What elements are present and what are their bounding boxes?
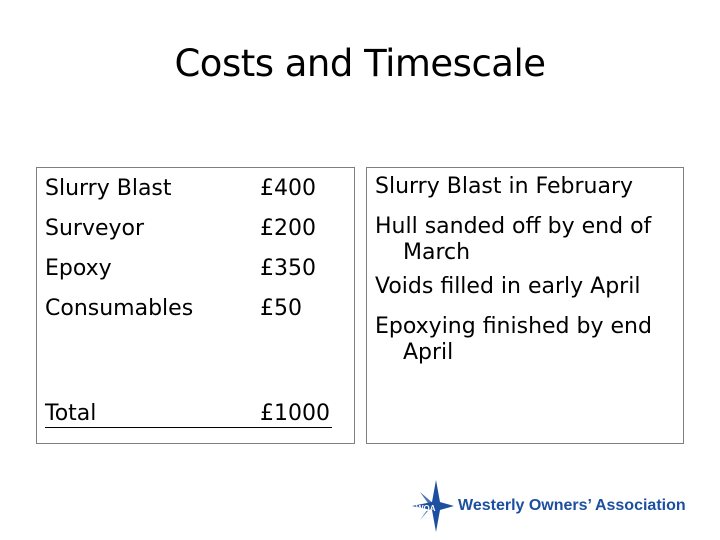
association-logo <box>408 478 708 534</box>
logo-text: Westerly Owners’ Association <box>458 497 686 514</box>
cost-value: £200 <box>260 216 316 241</box>
schedule-item: Voids filled in early April <box>375 274 641 299</box>
cost-label: Slurry Blast <box>45 176 172 201</box>
schedule-list <box>375 174 675 380</box>
total-label: Total <box>45 401 258 428</box>
cost-label: Consumables <box>45 296 194 321</box>
total-value: £1000 <box>260 401 330 426</box>
logo-mark-letters: WOA <box>416 504 436 513</box>
slide-title: Costs and Timescale <box>174 42 546 85</box>
schedule-item: Slurry Blast in February <box>375 174 634 199</box>
timescale-panel <box>366 167 684 444</box>
compass-star-icon <box>408 478 456 534</box>
schedule-item: Epoxying finished by end April <box>375 314 652 365</box>
schedule-item: Hull sanded off by end of March <box>375 214 652 265</box>
cost-label: Epoxy <box>45 256 112 281</box>
cost-value: £350 <box>260 256 316 281</box>
costs-panel <box>36 167 355 444</box>
cost-value: £400 <box>260 176 316 201</box>
cost-label: Surveyor <box>45 216 145 241</box>
cost-value: £50 <box>260 296 302 321</box>
